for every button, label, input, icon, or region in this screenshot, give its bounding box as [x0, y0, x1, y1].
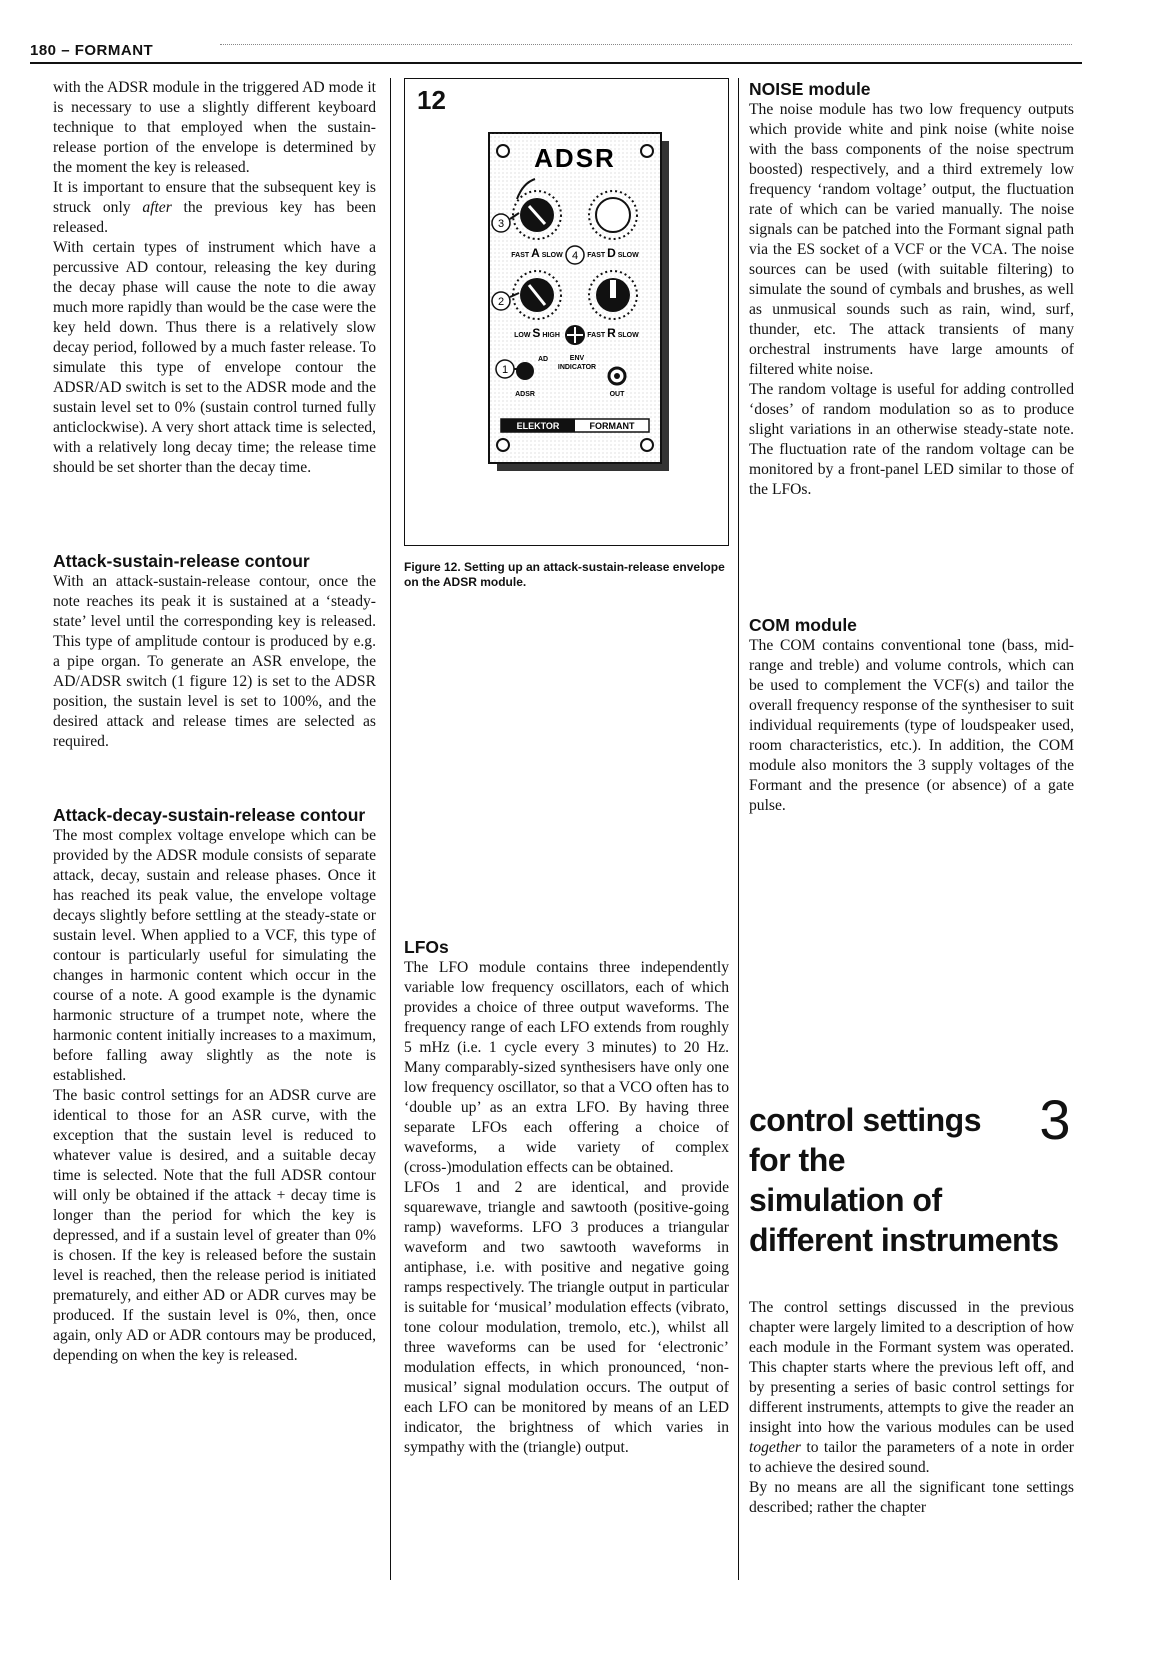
svg-text:4: 4 [571, 250, 579, 262]
page-number-label: 180 – FORMANT [30, 42, 154, 59]
paragraph: The basic control settings for an ADSR curve are identical to those for an ASR curve, with the exception that the sustain level is reduced to whatever value is desired, and a suitable decay time is selected. Note that the full ADSR contour will only be obtained if the attack + decay time is longer than the period for which the key is depressed, and if a sustain level of greater than 0% is chosen. If the key is released before the sustain level is reached, then the release period is initiated prematurely, and either AD or ADR curves may be produced. If the sustain level is 0%, then, once again, only AD or ADR contours may be produced, depending on when the key is released. [53, 1087, 376, 1364]
panel-title: ADSR [534, 143, 616, 173]
svg-text:FORMANT: FORMANT [589, 421, 635, 431]
noise-section [749, 78, 1074, 500]
chapter-title-line: different instruments [749, 1222, 1059, 1258]
svg-text:AD: AD [538, 356, 549, 363]
chapter-intro [749, 1298, 1074, 1518]
svg-text:ELEKTOR: ELEKTOR [516, 421, 560, 431]
paragraph: With certain types of instrument which have a percussive AD contour, releasing the key during the decay phase will cause the note to die away much more rapidly than would be the case were the key held down. Thus there is a relatively slow decay period, followed by a much faster release. To simulate this type of envelope contour the ADSR/AD switch is set to the ADSR mode and the sustain level set to 0% (sustain control turned fully anticlockwise). A very short attack time is selected, with a relatively long decay time; the release time should be set shorter than the decay time. [53, 239, 376, 476]
section-heading: Attack-sustain-release contour [53, 551, 310, 571]
svg-text:ADSR: ADSR [515, 391, 535, 398]
column-middle [404, 78, 729, 1654]
chapter-title-line: control settings [749, 1102, 982, 1138]
column-divider-left [390, 78, 391, 1580]
paragraph: with the ADSR module in the triggered AD mode it is necessary to use a slightly different keyboard technique to that employed when the sustain-release portion of the envelope is determined by the moment the key is released. [53, 79, 376, 176]
adsr-section [53, 804, 376, 1366]
paragraph: The control settings discussed in the previous chapter were largely limited to a description of how each module in the Formant system was operated. This chapter starts where the previous left off, and by presenting a series of basic control settings for different instruments, attempts to give the reader an insight into how the various modules can be used together to tailor the parameters of a note in order to achieve the desired sound. [749, 1299, 1074, 1476]
paragraph: The noise module has two low frequency outputs which provide white and pink noise (white noise with the bass components of the noise spectrum boosted) respectively, and a third extremely low frequency ‘random voltage’ output, the fluctuation rate of which can be varied manually. The noise signals can be patched into the Formant signal path via the ES socket of a VCF or the VCA. The noise sources can be used (with suitable filtering) to simulate the sound of cymbals and brushes, as well as unmusical sounds such as rain, wind, surf, thunder, etc. The attack transients of many orchestral instruments have large amounts of filtered white noise. [749, 101, 1074, 378]
paragraph: The COM contains conventional tone (bass, mid-range and treble) and volume controls, which can be used to complement the VCF(s) and tailor the overall frequency response of the synthesiser to suit individual requirements (type of loudspeaker used, room characteristics, etc.). In addition, the COM module also monitors the 3 supply voltages of the Formant and the presence (or absence) of a gate pulse. [749, 637, 1074, 814]
section-heading: LFOs [404, 937, 449, 957]
column-left [53, 78, 376, 1654]
section-heading: COM module [749, 615, 857, 635]
chapter-title-line: for the [749, 1142, 846, 1178]
svg-text:OUT: OUT [609, 391, 625, 398]
intro-text [53, 78, 376, 478]
header-decoration [220, 44, 1072, 51]
svg-text:ENV: ENV [569, 355, 585, 362]
svg-text:FAST A SLOW: FAST A SLOW [511, 246, 563, 260]
com-section [749, 614, 1074, 816]
figure-number: 12 [417, 85, 446, 115]
column-right [749, 78, 1074, 1654]
paragraph: It is important to ensure that the subsequent key is struck only after the previous key has been released. [53, 179, 376, 236]
svg-text:1: 1 [501, 364, 509, 376]
paragraph: The most complex voltage envelope which can be provided by the ADSR module consists of separate attack, decay, sustain and release phases. Once it has reached its peak value, the envelope voltage decays slightly before settling at the steady-state or sustain level. When applied to a VCF, this type of contour is particularly useful for simulating the changes in harmonic content which occur in the course of a note. A good example is the dynamic harmonic structure of a trumpet note, where the harmonic content initially increases to a maximum, before falling away slightly as the note is established. [53, 827, 376, 1084]
paragraph: The LFO module contains three independently variable low frequency oscillators, each of which provides a choice of three output waveforms. The frequency range of each LFO extends from roughly 5 mHz (i.e. 1 cycle every 3 minutes) to 20 Hz. Many comparably-sized synthesisers have only one low frequency oscillator, so that a VCO often has to ‘double up’ as an extra LFO. By having three separate LFOs each offering a choice of waveforms, a wide variety of complex (cross-)modulation effects can be obtained. [404, 959, 729, 1176]
svg-text:LOW S HIGH: LOW S HIGH [514, 326, 560, 340]
paragraph: The random voltage is useful for adding controlled ‘doses’ of random modulation so as to produce slight variations in an otherwise steady-state note. The fluctuation rate of the random voltage can be monitored by a front-panel LED similar to those of the LFOs. [749, 381, 1074, 498]
page-header [30, 40, 1082, 64]
column-divider-right [738, 78, 739, 1580]
chapter-title [749, 1100, 1059, 1260]
svg-text:FAST R SLOW: FAST R SLOW [587, 326, 639, 340]
paragraph: LFOs 1 and 2 are identical, and provide squarewave, triangle and sawtooth (positive-going ramp) waveforms. LFO 3 produces a triangular waveform and two sawtooth waveforms in antiphase, i.e. with positive and negative going ramps respectively. The triangle output in particular is suitable for ‘musical’ modulation effects (vibrato, tone colour modulation, tremolo, etc.), whilst all three waveforms can be used for ‘electronic’ modulation effects, in which pronounced, ‘non-musical’ signal modulation occurs. The output of each LFO can be monitored by means of an LED indicator, the brightness of which varies in sympathy with the (triangle) output. [404, 1179, 729, 1456]
paragraph: With an attack-sustain-release contour, once the note reaches its peak it is sustained at a ‘steady-state’ level until the corresponding key is released. This type of amplitude contour is produced by e.g. a pipe organ. To generate an ASR envelope, the AD/ADSR switch (1 figure 12) is set to the ADSR position, the sustain level is set to 100%, and the desired attack and release times are selected as required. [53, 573, 376, 750]
svg-text:2: 2 [497, 296, 505, 308]
svg-text:3: 3 [497, 218, 505, 230]
figure-caption: Figure 12. Setting up an attack-sustain-release envelope on the ADSR module. [404, 560, 725, 589]
asr-section [53, 550, 376, 752]
section-heading: Attack-decay-sustain-release contour [53, 805, 366, 825]
section-heading: NOISE module [749, 79, 871, 99]
chapter-number: 3 [1039, 1088, 1071, 1151]
svg-text:FAST D SLOW: FAST D SLOW [587, 246, 639, 260]
svg-text:INDICATOR: INDICATOR [557, 364, 597, 371]
paragraph: By no means are all the significant tone settings described; rather the chapter [749, 1479, 1074, 1516]
chapter-title-line: simulation of [749, 1182, 942, 1218]
lfo-section [404, 936, 729, 1458]
